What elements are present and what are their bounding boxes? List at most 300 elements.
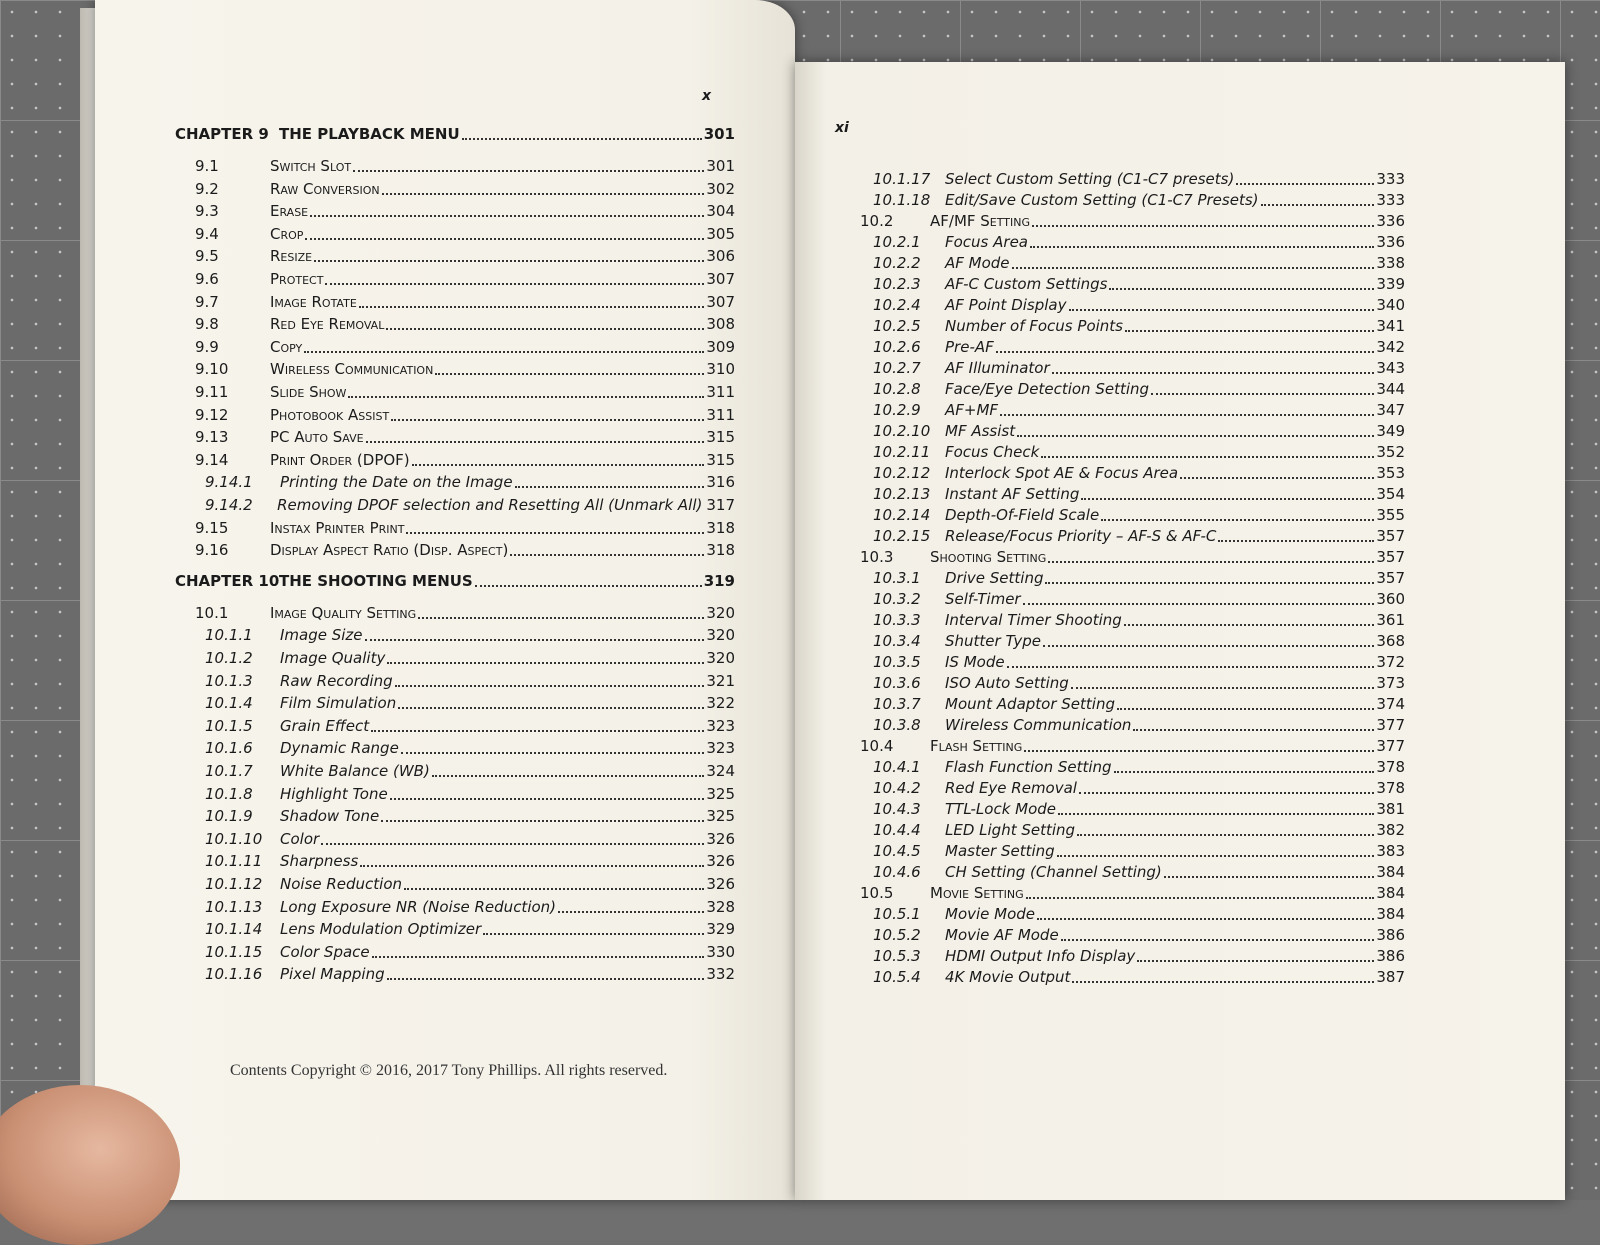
toc-entry-title: Removing DPOF selection and Resetting All (Unmark All) — [277, 496, 703, 514]
toc-entry-title: Number of Focus Points — [945, 317, 1123, 335]
toc-entry — [205, 830, 735, 848]
dot-leader — [386, 328, 704, 330]
toc-entry-title: AF/MF Setting — [930, 212, 1030, 230]
toc-entry-number: 10.3 — [860, 548, 894, 566]
toc-entry-page: 381 — [1376, 800, 1405, 818]
toc-entry-number: 10.2.1 — [873, 233, 921, 251]
toc-entry-number: 10.4 — [860, 737, 894, 755]
toc-entry-title: AF+MF — [945, 401, 999, 419]
dot-leader — [558, 911, 704, 913]
toc-entry-title: Face/Eye Detection Setting — [945, 380, 1150, 398]
toc-entry-number: 10.5.4 — [873, 968, 921, 986]
dot-leader — [1077, 834, 1374, 836]
toc-entry-number: 10.2.5 — [873, 317, 921, 335]
toc-entry-number: 10.4.5 — [873, 842, 921, 860]
toc-entry-title: IS Mode — [945, 653, 1005, 671]
toc-entry-title: LED Light Setting — [945, 821, 1076, 839]
toc-entry-page: 384 — [1376, 863, 1405, 881]
toc-entry-page: 305 — [706, 224, 735, 243]
dot-leader — [304, 351, 704, 353]
toc-entry-title: Copy — [270, 337, 303, 356]
toc-entry-title: Image Quality Setting — [270, 603, 417, 622]
toc-entry — [873, 506, 1405, 524]
toc-entry-title: Print Order (DPOF) — [270, 450, 410, 469]
toc-entry-number: 9.1 — [195, 157, 219, 175]
toc-entry-page: 378 — [1376, 779, 1405, 797]
toc-entry-number: 10.2.8 — [873, 380, 921, 398]
toc-entry — [873, 569, 1405, 587]
toc-entry-title: Color Space — [280, 942, 370, 961]
toc-entry-number: 10.2.6 — [873, 338, 921, 356]
toc-entry-number: 9.11 — [195, 383, 229, 401]
toc-entry-title: Red Eye Removal — [945, 779, 1077, 797]
toc-entry — [873, 611, 1405, 629]
dot-leader — [1052, 372, 1375, 374]
toc-entry-page: 343 — [1376, 359, 1405, 377]
toc-entry-page: 304 — [706, 202, 735, 221]
toc-entry-title: Pixel Mapping — [280, 965, 385, 984]
dot-leader — [1032, 225, 1374, 227]
toc-entry-title: Movie Setting — [930, 884, 1024, 902]
toc-entry — [873, 590, 1405, 608]
toc-entry-title: Image Quality — [280, 649, 386, 667]
toc-entry — [205, 762, 735, 780]
toc-entry — [205, 473, 735, 491]
dot-leader — [1236, 183, 1374, 185]
toc-entry-page: 307 — [706, 270, 735, 288]
toc-entry-number: 10.3.2 — [873, 590, 921, 608]
dot-leader — [401, 752, 705, 754]
dot-leader — [996, 351, 1375, 353]
toc-entry — [175, 125, 735, 143]
toc-entry-page: 317 — [706, 496, 735, 514]
toc-entry-page: 308 — [706, 315, 735, 334]
toc-entry-page: 383 — [1376, 842, 1405, 860]
toc-entry-number: 9.8 — [195, 315, 219, 334]
dot-leader — [1057, 855, 1375, 857]
toc-entry — [873, 947, 1405, 965]
toc-entry — [195, 225, 735, 243]
toc-entry-number: 10.5.1 — [873, 905, 921, 923]
toc-entry — [860, 548, 1405, 566]
toc-entry — [195, 270, 735, 288]
toc-entry — [860, 737, 1405, 755]
toc-entry — [205, 943, 735, 961]
dot-leader — [381, 820, 704, 822]
toc-entry-number: 10.1.8 — [205, 784, 253, 803]
toc-entry-number: 9.2 — [195, 179, 219, 198]
dot-leader — [371, 730, 704, 732]
dot-leader — [1058, 813, 1374, 815]
toc-entry-title: Lens Modulation Optimizer — [280, 920, 482, 939]
copyright-notice: Contents Copyright © 2016, 2017 Tony Phillips. All rights reserved. — [230, 1062, 668, 1079]
toc-entry — [195, 180, 735, 198]
toc-entry-number: 10.3.5 — [873, 653, 921, 671]
toc-entry-number: 9.4 — [195, 224, 219, 243]
dot-leader — [321, 843, 704, 845]
toc-entry-title: Drive Setting — [945, 569, 1044, 587]
toc-entry — [195, 360, 735, 378]
toc-entry — [873, 170, 1405, 188]
dot-leader — [1026, 897, 1375, 899]
dot-leader — [1133, 729, 1374, 731]
toc-entry-page: 352 — [1376, 443, 1405, 461]
dot-leader — [475, 585, 702, 587]
toc-entry-number: 9.5 — [195, 247, 219, 266]
toc-entry-number: 10.2.13 — [873, 485, 931, 503]
toc-entry — [195, 604, 735, 622]
toc-entry-number: 10.1.14 — [205, 920, 263, 939]
right-page-number: xi — [835, 120, 849, 136]
toc-entry — [205, 739, 735, 757]
toc-entry-page: 316 — [706, 473, 735, 492]
toc-entry-number: 10.1.3 — [205, 671, 253, 690]
toc-entry-title: Flash Setting — [930, 737, 1023, 755]
toc-entry — [873, 779, 1405, 797]
toc-entry — [205, 852, 735, 870]
toc-entry-page: 318 — [706, 541, 735, 560]
dot-leader — [1024, 750, 1374, 752]
dot-leader — [404, 888, 704, 890]
toc-entry-page: 357 — [1376, 569, 1405, 587]
toc-entry-page: 382 — [1376, 821, 1405, 839]
toc-entry — [205, 875, 735, 893]
toc-entry-page: 315 — [706, 428, 735, 447]
toc-entry-number: 10.3.6 — [873, 674, 921, 692]
toc-entry-title: Shooting Setting — [930, 548, 1047, 566]
toc-entry — [873, 296, 1405, 314]
right-page — [795, 62, 1565, 1200]
dot-leader — [395, 685, 705, 687]
toc-entry — [873, 401, 1405, 419]
toc-entry-number: 10.2.2 — [873, 254, 921, 272]
toc-entry-page: 336 — [1376, 212, 1405, 230]
toc-entry-page: 386 — [1376, 947, 1405, 965]
toc-entry-page: 325 — [706, 807, 735, 826]
toc-entry — [195, 315, 735, 333]
toc-entry-number: 10.2.10 — [873, 422, 931, 440]
dot-leader — [406, 532, 704, 534]
toc-entry-number: 10.4.4 — [873, 821, 921, 839]
toc-entry-title: Grain Effect — [280, 716, 370, 735]
toc-entry — [195, 247, 735, 265]
toc-entry-title: Printing the Date on the Image — [280, 473, 513, 492]
toc-entry-page: 318 — [706, 518, 735, 537]
toc-entry-title: Interval Timer Shooting — [945, 611, 1122, 629]
toc-entry-page: 338 — [1376, 254, 1405, 272]
toc-entry-number: 10.3.7 — [873, 695, 921, 713]
toc-entry-title: Dynamic Range — [280, 739, 399, 758]
toc-entry-number: 9.7 — [195, 292, 219, 311]
toc-entry-number: 10.1.2 — [205, 649, 253, 667]
toc-entry-number: 10.1.12 — [205, 875, 263, 893]
toc-entry-title: Color — [280, 829, 320, 848]
toc-entry-page: 301 — [703, 125, 735, 143]
dot-leader — [1124, 624, 1375, 626]
dot-leader — [1041, 456, 1374, 458]
toc-entry-page: 311 — [706, 405, 735, 424]
toc-entry-page: 341 — [1376, 317, 1405, 335]
toc-entry-title: Edit/Save Custom Setting (C1-C7 Presets) — [945, 191, 1259, 209]
toc-entry — [205, 965, 735, 983]
toc-entry-page: 332 — [706, 965, 735, 984]
toc-entry-number: 10.3.8 — [873, 716, 921, 734]
dot-leader — [1012, 267, 1375, 269]
toc-entry-number: 10.2 — [860, 212, 894, 230]
toc-entry-number: 10.1.7 — [205, 762, 253, 780]
dot-leader — [387, 662, 704, 664]
toc-entry-page: 354 — [1376, 485, 1405, 503]
toc-entry-title: Slide Show — [270, 383, 347, 401]
toc-entry — [873, 863, 1405, 881]
toc-entry-page: 329 — [706, 920, 735, 939]
toc-entry-page: 357 — [1376, 548, 1405, 566]
toc-entry-number: 10.2.7 — [873, 359, 921, 377]
toc-entry-page: 378 — [1376, 758, 1405, 776]
toc-entry — [873, 926, 1405, 944]
toc-entry-page: 377 — [1376, 737, 1405, 755]
toc-entry-number: 10.1 — [195, 603, 229, 622]
toc-entry-number: 10.1.15 — [205, 942, 263, 961]
toc-entry-page: 320 — [706, 603, 735, 622]
toc-entry-title: Focus Check — [945, 443, 1040, 461]
toc-entry-page: 374 — [1376, 695, 1405, 713]
dot-leader — [1101, 519, 1374, 521]
toc-entry — [205, 785, 735, 803]
toc-entry-number: 10.2.3 — [873, 275, 921, 293]
toc-entry — [195, 428, 735, 446]
toc-entry-page: 326 — [706, 829, 735, 848]
dot-leader — [1045, 582, 1374, 584]
toc-entry — [860, 884, 1405, 902]
toc-entry-number: 10.1.9 — [205, 807, 253, 826]
dot-leader — [398, 707, 704, 709]
toc-entry — [205, 920, 735, 938]
toc-entry-title: THE PLAYBACK MENU — [279, 125, 460, 143]
dot-leader — [1180, 477, 1374, 479]
toc-entry-page: 347 — [1376, 401, 1405, 419]
dot-leader — [515, 486, 705, 488]
toc-entry — [873, 338, 1405, 356]
toc-entry-page: 344 — [1376, 380, 1405, 398]
toc-entry-title: Instant AF Setting — [945, 485, 1080, 503]
dot-leader — [325, 283, 704, 285]
toc-entry — [873, 968, 1405, 986]
dot-leader — [432, 775, 705, 777]
toc-entry-number: 9.12 — [195, 405, 229, 424]
dot-leader — [1000, 414, 1374, 416]
toc-entry-title: Raw Recording — [280, 671, 393, 690]
toc-entry-title: Display Aspect Ratio (Disp. Aspect) — [270, 541, 509, 560]
toc-entry — [205, 898, 735, 916]
toc-entry — [175, 572, 735, 590]
toc-entry-title: HDMI Output Info Display — [945, 947, 1136, 965]
toc-entry-title: Sharpness — [280, 852, 359, 871]
dot-leader — [348, 396, 704, 398]
toc-entry-title: ISO Auto Setting — [945, 674, 1069, 692]
dot-leader — [1043, 645, 1374, 647]
toc-entry-title: Master Setting — [945, 842, 1055, 860]
toc-entry — [195, 293, 735, 311]
toc-entry-number: 9.14.2 — [205, 496, 253, 514]
dot-leader — [1218, 540, 1374, 542]
dot-leader — [353, 170, 704, 172]
dot-leader — [314, 260, 704, 262]
dot-leader — [1125, 330, 1374, 332]
toc-entry — [873, 821, 1405, 839]
toc-entry — [873, 632, 1405, 650]
toc-entry — [205, 672, 735, 690]
toc-entry-title: Select Custom Setting (C1-C7 presets) — [945, 170, 1235, 188]
toc-entry — [873, 527, 1405, 545]
dot-leader — [1151, 393, 1374, 395]
toc-entry-title: TTL-Lock Mode — [945, 800, 1057, 818]
toc-entry-number: 10.2.12 — [873, 464, 931, 482]
toc-entry — [873, 317, 1405, 335]
toc-entry-page: 328 — [706, 897, 735, 916]
toc-entry-title: Protect — [270, 270, 324, 288]
toc-entry — [873, 653, 1405, 671]
toc-entry-number: 10.3.3 — [873, 611, 921, 629]
toc-entry-page: 357 — [1376, 527, 1405, 545]
dot-leader — [391, 419, 704, 421]
toc-entry-title: Depth-Of-Field Scale — [945, 506, 1100, 524]
dot-leader — [1071, 687, 1375, 689]
toc-entry-number: 9.16 — [195, 541, 229, 560]
dot-leader — [382, 193, 705, 195]
toc-entry-title: Highlight Tone — [280, 784, 388, 803]
toc-entry — [195, 519, 735, 537]
toc-entry-page: 386 — [1376, 926, 1405, 944]
toc-entry-title: AF Mode — [945, 254, 1010, 272]
toc-entry-page: 321 — [706, 671, 735, 690]
toc-entry-page: 339 — [1376, 275, 1405, 293]
toc-entry-title: Movie AF Mode — [945, 926, 1059, 944]
toc-entry-number: 10.2.4 — [873, 296, 921, 314]
dot-leader — [365, 639, 705, 641]
toc-entry-title: CH Setting (Channel Setting) — [945, 863, 1162, 881]
toc-entry — [873, 485, 1405, 503]
toc-entry — [205, 807, 735, 825]
dot-leader — [418, 617, 704, 619]
toc-entry — [873, 716, 1405, 734]
toc-entry — [873, 254, 1405, 272]
toc-entry-title: Instax Printer Print — [270, 518, 405, 537]
toc-entry-number: 10.5.2 — [873, 926, 921, 944]
toc-entry-title: Interlock Spot AE & Focus Area — [945, 464, 1179, 482]
toc-entry-page: 306 — [706, 247, 735, 266]
toc-entry-number: 10.1.18 — [873, 191, 931, 209]
left-page — [95, 0, 795, 1200]
toc-entry-page: 372 — [1376, 653, 1405, 671]
toc-entry-title: PC Auto Save — [270, 428, 364, 447]
toc-entry — [873, 359, 1405, 377]
dot-leader — [310, 215, 704, 217]
toc-entry-number: 9.15 — [195, 518, 229, 537]
toc-entry-number: 10.1.1 — [205, 626, 253, 645]
toc-entry-number: 9.10 — [195, 360, 229, 379]
toc-entry-page: 333 — [1376, 170, 1405, 188]
toc-entry-title: Shutter Type — [945, 632, 1041, 650]
toc-entry-number: 9.13 — [195, 428, 229, 447]
toc-entry-number: 10.4.2 — [873, 779, 921, 797]
toc-entry-page: 361 — [1376, 611, 1405, 629]
toc-entry-number: 9.3 — [195, 202, 219, 221]
dot-leader — [483, 933, 704, 935]
toc-entry-page: 323 — [706, 739, 735, 758]
toc-entry-page: 302 — [706, 179, 735, 198]
toc-entry-title: AF Illuminator — [945, 359, 1050, 377]
toc-entry — [873, 380, 1405, 398]
toc-entry — [205, 649, 735, 667]
toc-entry-number: 10.2.11 — [873, 443, 931, 461]
toc-entry-title: THE SHOOTING MENUS — [279, 571, 473, 590]
toc-entry-title: Movie Mode — [945, 905, 1036, 923]
toc-entry-number: 9.14 — [195, 450, 229, 469]
toc-entry-page: 342 — [1376, 338, 1405, 356]
dot-leader — [1061, 939, 1375, 941]
toc-entry-number: 10.3.1 — [873, 569, 921, 587]
toc-entry — [205, 694, 735, 712]
dot-leader — [366, 441, 705, 443]
toc-entry-number: 10.1.17 — [873, 170, 931, 188]
toc-entry-page: 326 — [706, 852, 735, 871]
toc-entry-title: Raw Conversion — [270, 179, 380, 198]
toc-entry-page: 330 — [706, 942, 735, 961]
toc-entry — [873, 275, 1405, 293]
toc-entry — [195, 451, 735, 469]
dot-leader — [462, 138, 702, 140]
toc-entry — [195, 338, 735, 356]
toc-entry-title: Noise Reduction — [280, 875, 403, 893]
toc-entry-number: CHAPTER 9 — [175, 125, 269, 143]
toc-entry — [195, 157, 735, 175]
toc-entry-title: Image Rotate — [270, 292, 357, 311]
toc-entry-page: 326 — [706, 875, 735, 893]
toc-entry-number: 9.9 — [195, 337, 219, 356]
toc-entry-number: 10.1.11 — [205, 852, 263, 871]
toc-entry-page: 384 — [1376, 905, 1405, 923]
toc-entry-number: 10.5.3 — [873, 947, 921, 965]
toc-entry-page: 324 — [706, 762, 735, 780]
toc-entry-title: MF Assist — [945, 422, 1016, 440]
dot-leader — [1072, 981, 1374, 983]
toc-entry — [873, 800, 1405, 818]
toc-entry-title: 4K Movie Output — [945, 968, 1071, 986]
dot-leader — [1069, 309, 1375, 311]
toc-entry-page: 307 — [706, 292, 735, 311]
toc-entry — [195, 383, 735, 401]
toc-entry-title: Image Size — [280, 626, 363, 645]
toc-entry-title: White Balance (WB) — [280, 762, 430, 780]
toc-entry-title: Erase — [270, 202, 309, 221]
toc-entry-page: 309 — [706, 337, 735, 356]
toc-entry-title: AF Point Display — [945, 296, 1067, 314]
toc-entry-page: 353 — [1376, 464, 1405, 482]
toc-entry-number: 10.5 — [860, 884, 894, 902]
toc-entry-page: 355 — [1376, 506, 1405, 524]
dot-leader — [1037, 918, 1374, 920]
toc-entry-number: 10.1.13 — [205, 897, 263, 916]
toc-entry-number: 10.2.15 — [873, 527, 931, 545]
toc-entry-page: 320 — [706, 626, 735, 645]
toc-entry-title: Mount Adaptor Setting — [945, 695, 1115, 713]
toc-entry-title: Shadow Tone — [280, 807, 380, 826]
toc-entry — [873, 674, 1405, 692]
toc-entry-page: 319 — [703, 571, 735, 590]
toc-entry-number: 10.1.6 — [205, 739, 253, 758]
dot-leader — [387, 978, 705, 980]
